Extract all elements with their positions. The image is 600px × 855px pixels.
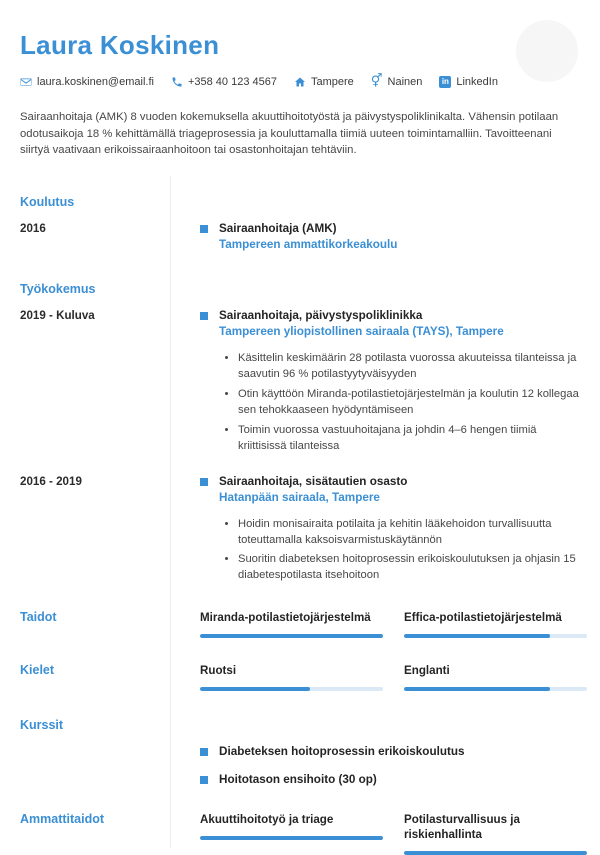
contact-email-text: laura.koskinen@email.fi [37, 76, 154, 88]
strength-item [404, 812, 587, 855]
strength-bar-fill [200, 836, 383, 840]
experience-2-org-link[interactable]: Hatanpään sairaala, Tampere [219, 490, 380, 504]
strength-label: Potilasturvallisuus ja riskienhallinta [404, 813, 520, 842]
experience-1-title: Sairaanhoitaja, päivystyspoliklinikka [219, 309, 423, 323]
language-label: Ruotsi [200, 664, 237, 678]
bullet-item: • Käsittelin keskimäärin 28 potilasta vuorossa akuuteissa tilanteissa ja saavutin 96 % potilastyytyväisyyden [238, 351, 587, 383]
strength-item [200, 812, 383, 855]
section-heading-skills: Taidot [20, 610, 57, 625]
skill-item [200, 610, 383, 638]
page-title: Laura Koskinen [20, 30, 220, 60]
experience-1-org-link[interactable]: Tampereen yliopistollinen sairaala (TAYS), Tampere [219, 325, 504, 339]
experience-1-bullets [238, 351, 587, 454]
skill-item [404, 610, 587, 638]
header [0, 0, 600, 88]
experience-entry-2 [200, 475, 587, 589]
square-bullet-icon [200, 478, 208, 486]
contact-email[interactable] [20, 76, 154, 88]
home-icon [294, 76, 306, 88]
bullet-item: • Suoritin diabeteksen hoitoprosessin erikoiskoulutuksen ja ohjasin 15 diabetespotilasta itsehoitoon [238, 552, 587, 584]
linkedin-icon: in [439, 76, 451, 88]
experience-entry-row-2 [0, 475, 600, 589]
email-icon [20, 76, 32, 88]
strength-bar [404, 851, 587, 855]
contact-location [294, 76, 354, 88]
contact-phone-text: +358 40 123 4567 [187, 76, 277, 88]
contact-phone[interactable] [171, 76, 277, 88]
avatar [516, 20, 578, 82]
experience-2-date: 2016 - 2019 [20, 474, 82, 488]
section-heading-education: Koulutus [20, 195, 75, 210]
contact-linkedin[interactable] [439, 76, 498, 88]
bullet-item: • Hoidin monisairaita potilaita ja kehitin lääkehoidon turvallisuutta toteuttamalla kaksoisvarmistuskäytännön [238, 517, 587, 549]
strength-label: Akuuttihoitotyö ja triage [200, 813, 334, 827]
square-bullet-icon [200, 776, 208, 784]
education-org-link[interactable]: Tampereen ammattikorkeakoulu [219, 238, 398, 252]
language-bar-fill [200, 687, 310, 691]
course-item-2 [200, 773, 587, 786]
experience-1-date: 2019 - Kuluva [20, 309, 95, 323]
strengths-grid [200, 812, 587, 855]
education-date: 2016 [20, 222, 46, 236]
bullet-item: • Otin käyttöön Miranda-potilastietojärjestelmän ja koulutin 12 kollegaa sen tehokkaaseen hyödyntämiseen [238, 387, 587, 419]
experience-2-title: Sairaanhoitaja, sisätautien osasto [219, 474, 408, 488]
education-entry-row [0, 222, 600, 251]
contact-row [20, 76, 580, 88]
skill-label: Miranda-potilastietojärjestelmä [200, 611, 371, 625]
languages-grid [200, 663, 587, 691]
strength-bar [200, 836, 383, 840]
contact-gender [371, 76, 423, 88]
course-label: Hoitotason ensihoito (30 op) [219, 773, 377, 787]
course-item-1 [200, 745, 587, 758]
bullet-item: • Toimin vuorossa vastuuhoitajana ja johdin 4–6 hengen tiimiä kriittisissä tilanteissa [238, 423, 587, 455]
square-bullet-icon [200, 225, 208, 233]
contact-location-text: Tampere [310, 76, 354, 88]
contact-gender-text: Nainen [387, 76, 423, 88]
experience-entry-1 [200, 309, 587, 458]
section-heading-strengths: Ammattitaidot [20, 812, 105, 827]
experience-entry-row-1 [0, 309, 600, 458]
skills-grid [200, 610, 587, 638]
language-item [200, 663, 383, 691]
language-label: Englanti [404, 664, 450, 678]
square-bullet-icon [200, 312, 208, 320]
course-row-1 [0, 745, 600, 758]
education-title: Sairaanhoitaja (AMK) [219, 222, 337, 236]
course-label: Diabeteksen hoitoprosessin erikoiskoulutus [219, 745, 465, 759]
language-bar [200, 687, 383, 691]
gender-icon: ⚥ [370, 74, 383, 89]
skill-bar-fill [200, 634, 383, 638]
summary-text: Sairaanhoitaja (AMK) 8 vuoden kokemuksella akuuttihoitotyöstä ja päivystyspoliklinikalta. Vähensin potilaan odotusaikoja 18 % kehittämällä triageprosessia ja kouluttamalla tiimiä uuteen toimintamalliin. Tavoitteenani siirtyä vaativaan erikoissairaanhoitoon tai osastonhoitajan tehtäviin. [20, 111, 559, 157]
square-bullet-icon [200, 748, 208, 756]
course-row-2 [0, 773, 600, 786]
contact-linkedin-text: LinkedIn [456, 76, 498, 88]
section-courses-heading-row [0, 718, 600, 732]
section-heading-languages: Kielet [20, 663, 55, 678]
section-skills-row [0, 610, 600, 638]
language-bar [404, 687, 587, 691]
phone-icon [171, 76, 183, 88]
section-experience-heading-row [0, 282, 600, 296]
skill-bar-fill [404, 634, 550, 638]
skill-bar [404, 634, 587, 638]
section-education-heading-row [0, 195, 600, 209]
section-strengths-row [0, 812, 600, 855]
skill-label: Effica-potilastietojärjestelmä [404, 611, 562, 625]
experience-2-bullets [238, 517, 587, 585]
skill-bar [200, 634, 383, 638]
education-entry [200, 222, 587, 251]
language-item [404, 663, 587, 691]
section-languages-row [0, 663, 600, 691]
strength-bar-fill [404, 851, 587, 855]
column-divider [170, 176, 171, 848]
section-heading-courses: Kurssit [20, 718, 64, 733]
section-heading-experience: Työkokemus [20, 282, 96, 297]
language-bar-fill [404, 687, 550, 691]
